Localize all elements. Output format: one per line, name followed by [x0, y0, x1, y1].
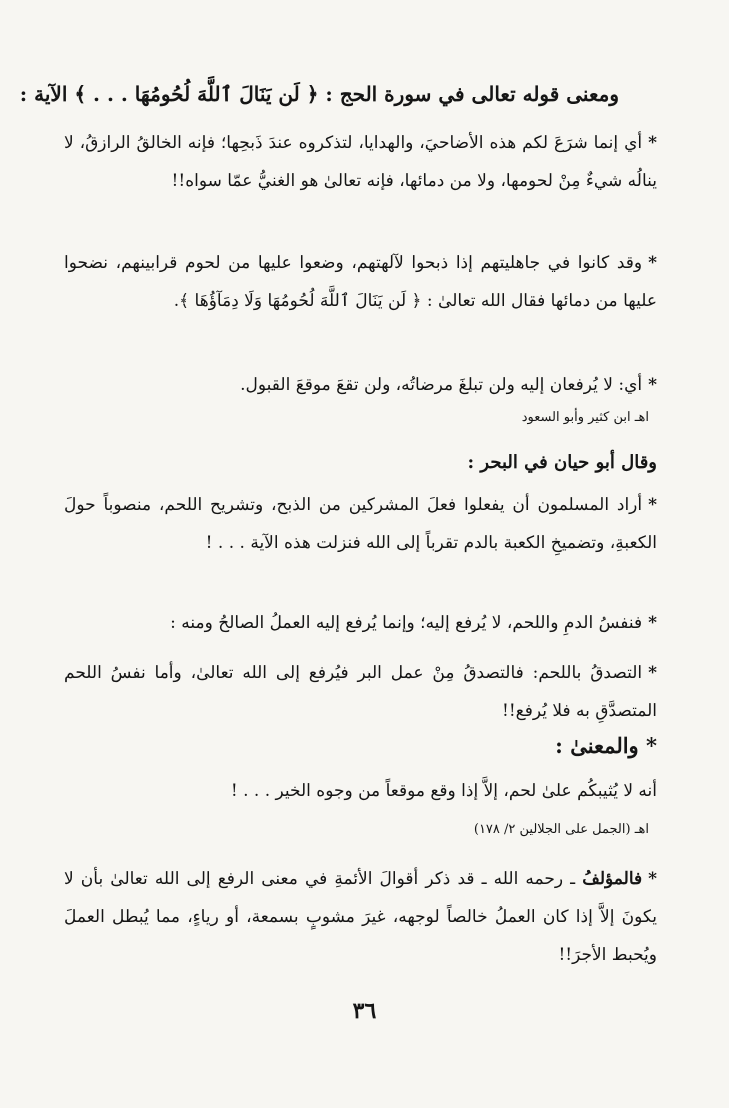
author-label: فالمؤلفُ: [582, 869, 643, 889]
paragraph-7: أنه لا يُثيبكُم علىٰ لحم، إلاَّ إذا وقع موقعاً من وجوه الخير . . . !: [230, 781, 657, 801]
bullet-star: *: [648, 375, 657, 395]
paragraph-5-text: فنفسُ الدمِ واللحم، لا يُرفع إليه؛ وإنما يُرفع إليه العملُ الصالحُ ومنه :: [170, 613, 643, 633]
bullet-star: *: [648, 613, 657, 633]
paragraph-1: [64, 124, 657, 200]
paragraph-3: [64, 366, 657, 404]
author-honorific: ـ رحمه الله ـ: [481, 869, 576, 889]
subheading-abu-hayyan: وقال أبو حيان في البحر :: [467, 452, 657, 473]
paragraph-6: [64, 654, 657, 730]
paragraph-4: [64, 486, 657, 562]
page-number: ٣٦: [352, 998, 377, 1024]
paragraph-8: [64, 860, 657, 974]
source-citation-1: اهـ ابن كثير وأبو السعود: [521, 410, 649, 425]
subheading-meaning-text: والمعنىٰ :: [555, 733, 639, 758]
bullet-star: *: [648, 869, 658, 889]
bullet-star: *: [648, 133, 657, 153]
bullet-star: *: [648, 253, 657, 273]
bullet-star: *: [648, 663, 657, 683]
paragraph-6-text: التصدقُ باللحم: فالتصدقُ مِنْ عمل البر فيُرفع إلى الله تعالىٰ، وأما نفسُ اللحم المتصدَّقِ به فلا يُرفع!!: [64, 663, 657, 721]
bullet-star: *: [646, 733, 657, 758]
paragraph-4-text: أراد المسلمون أن يفعلوا فعلَ المشركين من الذبح، وتشريح اللحم، منصوباً حولَ الكعبةِ، وتضميخِ الكعبة بالدم تقرباً إلى الله فنزلت هذه الآية . . . !: [64, 495, 657, 553]
source-citation-2: اهـ (الجمل على الجلالين ٢/ ١٧٨): [473, 822, 649, 837]
paragraph-5: [64, 604, 657, 642]
paragraph-8-text: قد ذكر أقوالَ الأئمةِ في معنى الرفع إلى الله تعالىٰ بأن لا يكونَ إلاَّ إذا كان العملُ خالصاً لوجهه، غيرَ مشوبٍ بسمعة، أو رياءٍ، مما يُبطل العملَ ويُحبط الأجرَ!!: [64, 869, 657, 965]
paragraph-3-text: أي: لا يُرفعان إليه ولن تبلغَ مرضاتُه، ولن تقعَ موقعَ القبول.: [240, 375, 643, 395]
subheading-meaning: [555, 733, 657, 758]
paragraph-2-text: وقد كانوا في جاهليتهم إذا ذبحوا لآلهتهم، وضعوا عليها من لحوم قرابينهم، نضحوا عليها من دمائها فقال الله تعالىٰ : ﴿ لَن يَنَالَ ٱللَّهَ لُحُومُهَا وَلَا دِمَآؤُهَا ﴾.: [64, 253, 657, 311]
paragraph-2: [64, 244, 657, 320]
page-heading: ومعنى قوله تعالى في سورة الحج : ﴿ لَن يَنَالَ ٱللَّهَ لُحُومُهَا . . . ﴾ الآية :: [19, 82, 619, 106]
bullet-star: *: [648, 495, 657, 515]
paragraph-1-text: أي إنما شرَعَ لكم هذه الأضاحيَ، والهدايا، لتذكروه عندَ ذَبحِها؛ فإنه الخالقُ الرازقُ، لا ينالُه شيءٌ مِنْ لحومها، ولا من دمائها، فإنه تعالىٰ هو الغنيُّ عمّا سواه!!: [64, 133, 657, 191]
